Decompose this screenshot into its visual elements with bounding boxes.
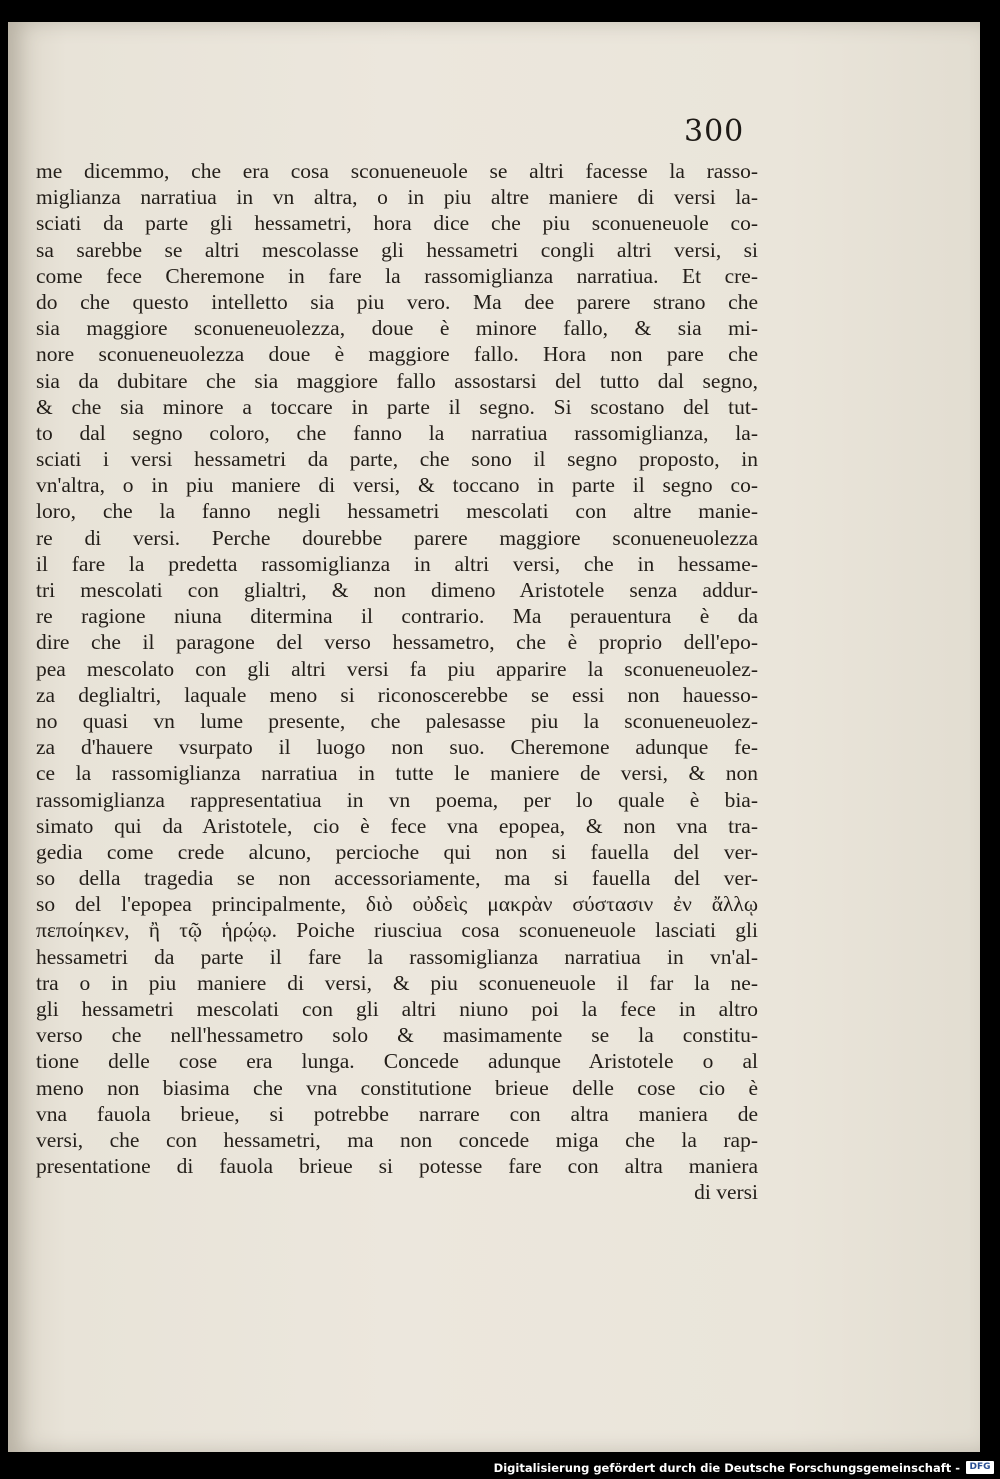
text-line: pea mescolato con gli altri versi fa piu apparire la sconueneuolez-: [36, 656, 758, 681]
book-page: [8, 22, 980, 1452]
page-number: 300: [684, 114, 745, 149]
text-line: il fare la predetta rassomiglianza in altri versi, che in hessame-: [36, 551, 758, 576]
text-line: re di versi. Perche dourebbe parere maggiore sconueneuolezza: [36, 525, 758, 550]
text-line: gedia come crede alcuno, percioche qui non si fauella del ver-: [36, 839, 758, 864]
text-line: do che questo intelletto sia piu vero. Ma dee parere strano che: [36, 289, 758, 314]
text-line: loro, che la fanno negli hessametri mescolati con altre manie-: [36, 499, 758, 524]
text-line: sia maggiore sconueneuolezza, doue è minore fallo, & sia mi-: [36, 316, 758, 341]
text-line: vn'altra, o in piu maniere di versi, & toccano in parte il segno co-: [36, 473, 758, 498]
text-line: meno non biasima che vna constitutione brieue delle cose cio è: [36, 1075, 758, 1100]
text-line: so della tragedia se non accessoriamente, ma si fauella del ver-: [36, 866, 758, 891]
text-line: nore sconueneuolezza doue è maggiore fallo. Hora non pare che: [36, 342, 758, 367]
text-line: to dal segno coloro, che fanno la narratiua rassomiglianza, la-: [36, 420, 758, 445]
text-line: tione delle cose era lunga. Concede adunque Aristotele o al: [36, 1049, 758, 1074]
text-line: gli hessametri mescolati con gli altri niuno poi la fece in altro: [36, 997, 758, 1021]
text-line: πεποίηκεν, ἢ τῷ ἡρῴῳ. Poiche riusciua cosa sconueneuole lasciati gli: [36, 918, 758, 943]
text-line: ce la rassomiglianza narratiua in tutte le maniere de versi, & non: [36, 761, 758, 786]
text-line: simato qui da Aristotele, cio è fece vna epopea, & non vna tra-: [36, 813, 758, 838]
text-line: sciati da parte gli hessametri, hora dice che piu sconueneuole co-: [36, 211, 758, 236]
text-line: tra o in piu maniere di versi, & piu sconueneuole il far la ne-: [36, 970, 758, 995]
text-line: miglianza narratiua in vn altra, o in piu altre maniere di versi la-: [36, 185, 758, 210]
text-line: vna fauola brieue, si potrebbe narrare con altra maniera de: [36, 1101, 758, 1126]
text-line: hessametri da parte il fare la rassomiglianza narratiua in vn'al-: [36, 944, 758, 969]
text-line: me dicemmo, che era cosa sconueneuole se altri facesse la rasso-: [36, 159, 758, 183]
text-line: sa sarebbe se altri mescolasse gli hessametri congli altri versi, si: [36, 237, 758, 262]
text-line: so del l'epopea principalmente, διὸ οὐδεὶς μακρὰν σύστασιν ἐν ἄλλῳ: [36, 892, 758, 917]
text-line: sciati i versi hessametri da parte, che sono il segno proposto, in: [36, 447, 758, 472]
text-line: di versi: [694, 1180, 758, 1205]
text-line: presentatione di fauola brieue si potesse fare con altra maniera: [36, 1154, 758, 1179]
text-line: za deglialtri, laquale meno si riconoscerebbe se essi non hauesso-: [36, 682, 758, 707]
text-line: sia da dubitare che sia maggiore fallo assostarsi del tutto dal segno,: [36, 368, 758, 393]
text-line: rassomiglianza rappresentatiua in vn poema, per lo quale è bia-: [36, 787, 758, 812]
text-line: versi, che con hessametri, ma non concede miga che la rap-: [36, 1127, 758, 1152]
text-line: verso che nell'hessametro solo & masimamente se la constitu-: [36, 1023, 758, 1048]
dfg-logo: DFG: [966, 1461, 994, 1474]
footer-credit: Digitalisierung gefördert durch die Deutsche Forschungsgemeinschaft -: [493, 1461, 960, 1475]
text-line: come fece Cheremone in fare la rassomiglianza narratiua. Et cre-: [36, 263, 758, 288]
text-line: no quasi vn lume presente, che palesasse piu la sconueneuolez-: [36, 708, 758, 733]
text-line: dire che il paragone del verso hessametro, che è proprio dell'epo-: [36, 630, 758, 655]
text-line: za d'hauere vsurpato il luogo non suo. Cheremone adunque fe-: [36, 735, 758, 760]
text-line: & che sia minore a toccare in parte il segno. Si scostano del tut-: [36, 394, 758, 419]
page-text: [36, 158, 758, 1206]
text-line: tri mescolati con glialtri, & non dimeno Aristotele senza addur-: [36, 578, 758, 602]
text-line: re ragione niuna ditermina il contrario. Ma perauentura è da: [36, 604, 758, 629]
